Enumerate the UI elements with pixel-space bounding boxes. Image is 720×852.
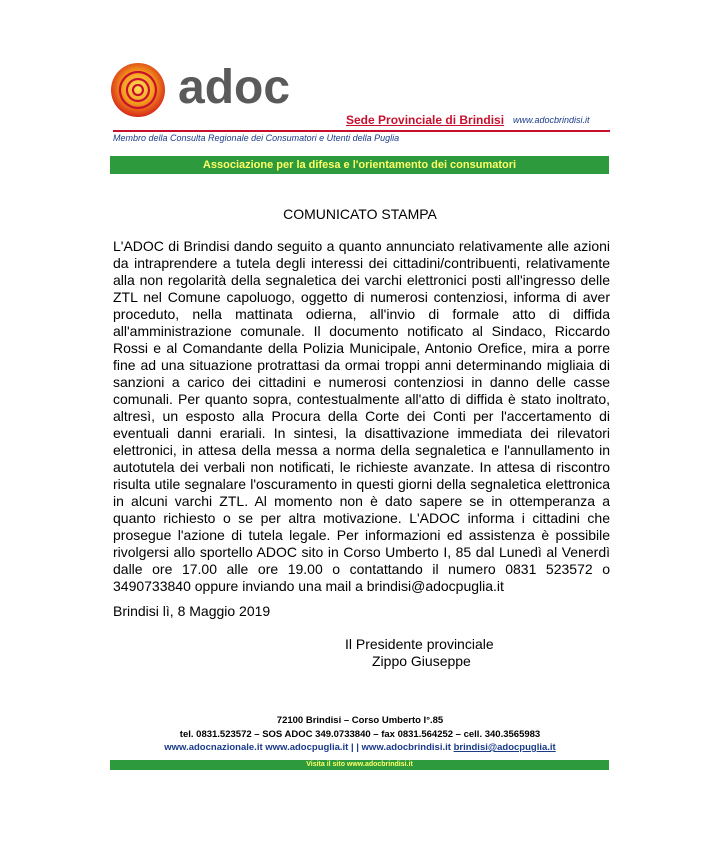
footer-contacts: tel. 0831.523572 – SOS ADOC 349.0733840 – fax 0831.564252 – cell. 340.3565983	[179, 729, 541, 740]
footer-visit-bar[interactable]: Visita il sito www.adocbrindisi.it	[110, 760, 609, 770]
header-banner: Associazione per la difesa e l'orientamento dei consumatori	[110, 156, 609, 174]
membro-line: Membro della Consulta Regionale dei Consumatori e Utenti della Puglia	[113, 133, 400, 143]
document-date: Brindisi lì, 8 Maggio 2019	[113, 603, 271, 619]
header-divider	[113, 130, 610, 132]
footer-email-link[interactable]: brindisi@adocpuglia.it	[453, 742, 556, 753]
footer-websites[interactable]: www.adocnazionale.it www.adocpuglia.it | | www.adocbrindisi.it	[164, 742, 451, 753]
footer-links	[0, 742, 720, 753]
footer-address: 72100 Brindisi – Corso Umberto I°.85	[276, 715, 444, 726]
brand-name: adoc	[178, 61, 291, 114]
header-website-link[interactable]: www.adocbrindisi.it	[513, 115, 590, 125]
sede-title: Sede Provinciale di Brindisi	[346, 113, 505, 127]
signature-role: Il Presidente provinciale	[345, 636, 494, 652]
signature-name: Zippo Giuseppe	[372, 653, 471, 669]
adoc-logo-icon	[110, 62, 166, 118]
document-title: COMUNICATO STAMPA	[283, 206, 437, 222]
document-body: L'ADOC di Brindisi dando seguito a quanto annunciato relativamente alle azioni da intraprendere a tutela degli interessi dei cittadini/contribuenti, relativamente alla non regolarità della segnaletica dei varchi elettronici posti all'ingresso delle ZTL nel Comune capoluogo, oggetto di numerosi contenziosi, informa di aver proceduto, nella mattinata odierna, all'invio di formale atto di diffida all'amministrazione comunale. Il documento notificato al Sindaco, Riccardo Rossi e al Comandante della Polizia Municipale, Antonio Orefice, mira a porre fine ad una situazione protrattasi da ormai troppi anni determinando migliaia di sanzioni a carico dei cittadini e numerosi contenziosi in danno delle casse comunali. Per quanto sopra, contestualmente all'atto di diffida è stato inoltrato, altresì, un esposto alla Procura della Corte dei Conti per l'accertamento di eventuali danni erariali. In sintesi, la disattivazione immediata dei rilevatori elettronici, in attesa della messa a norma della segnaletica e l'annullamento in autotutela dei verbali non notificati, le richieste avanzate. In attesa di riscontro risulta utile segnalare l'oscuramento in questi giorni della segnaletica elettronica in alcuni varchi ZTL. Al momento non è dato sapere se in ottemperanza a quanto richiesto o se per altra motivazione. L'ADOC informa i cittadini che prosegue l'azione di tutela legale. Per informazioni ed assistenza è possibile rivolgersi allo sportello ADOC sito in Corso Umberto I, 85 dal Lunedì al Venerdì dalle ore 17.00 alle ore 19.00 o contattando il numero 0831 523572 o 3490733840 oppure inviando una mail a brindisi@adocpuglia.it	[113, 238, 610, 594]
